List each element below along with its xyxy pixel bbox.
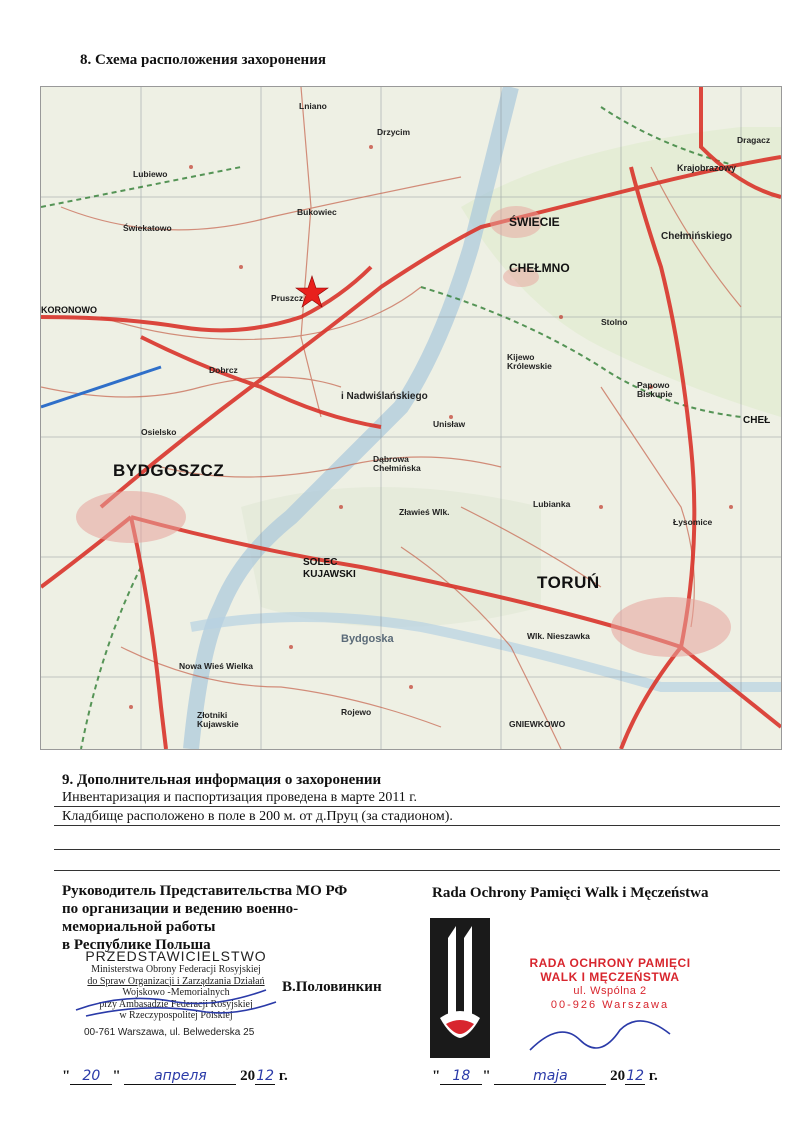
town-label: Papowo Biskupie <box>637 380 673 399</box>
town-label: Bydgoska <box>341 633 394 645</box>
right-date-month: maja <box>494 1068 606 1085</box>
town-label: Krajobrazowy <box>677 163 737 173</box>
town-label: Złotniki Kujawskie <box>197 710 239 729</box>
right-date-year: 12 <box>626 1068 645 1084</box>
right-signatory-title: Rada Ochrony Pamięci Walk i Męczeństwa <box>432 885 709 901</box>
info-line: Инвентаризация и паспортизация проведена в марте 2011 г. <box>54 788 780 807</box>
town-label: Łysomice <box>673 517 713 527</box>
town-label: Nowa Wieś Wielka <box>179 661 254 671</box>
town-label: Pruszcz <box>271 293 304 303</box>
left-signature-scribble <box>66 972 286 1032</box>
section-9-title: 9. Дополнительная информация о захоронении <box>62 772 382 788</box>
left-signatory-name: В.Половинкин <box>282 979 382 995</box>
town-label: Lniano <box>299 101 327 111</box>
rada-emblem-icon <box>430 918 490 1058</box>
town-label: Świekatowo <box>123 223 172 233</box>
city-label-solec-kujawski: SOLEC KUJAWSKI <box>303 557 356 580</box>
town-label: Kijewo Królewskie <box>507 352 552 371</box>
city-label-swiecie: ŚWIECIE <box>509 215 560 229</box>
city-label-bydgoszcz: BYDGOSZCZ <box>113 461 225 480</box>
additional-info-lines <box>54 788 780 871</box>
city-label-chelmza: CHEŁ <box>743 415 771 426</box>
city-label-torun: TORUŃ <box>537 573 600 592</box>
city-label-koronowo: KORONOWO <box>41 305 97 315</box>
town-label: GNIEWKOWO <box>509 719 566 729</box>
right-date: " 18 " maja 2012 г. <box>432 1068 658 1084</box>
town-label: Lubianka <box>533 499 571 509</box>
representation-stamp: PRZEDSTAWICIELSTWO Ministerstwa Obrony Federacji Rosyjskiej do Spraw Organizacji i Zarządzania Działań Wojskowo -Memorialnych przy Ambasadzie Federacji Rosyjskiej w Rzeczypospolitej Polskiej 00-761 Warszawa, ul. Belwederska 25 <box>84 948 267 1038</box>
info-line: Кладбище расположено в поле в 200 м. от д.Пруц (за стадионом). <box>54 807 780 826</box>
town-label: Bukowiec <box>297 207 337 217</box>
town-label: Drzycim <box>377 127 411 137</box>
burial-location-map <box>40 86 782 750</box>
town-label: i Nadwiślańskiego <box>341 391 428 402</box>
town-label: Wlk. Nieszawka <box>527 631 590 641</box>
right-signature-scribble <box>520 1010 680 1070</box>
town-label: Lubiewo <box>133 169 168 179</box>
city-label-chelmno: CHEŁMNO <box>509 261 570 275</box>
left-signatory-title: Руководитель Представительства МО РФ по организации и ведению военно- мемориальной работы в Республике Польша <box>62 883 348 953</box>
info-line <box>54 850 780 871</box>
town-label: Stolno <box>601 317 628 327</box>
town-label: Zławieś Wlk. <box>399 507 450 517</box>
left-date-day: 20 <box>70 1068 112 1085</box>
section-8-title: 8. Схема расположения захоронения <box>80 52 326 68</box>
town-label: Dobrcz <box>209 365 238 375</box>
info-line <box>54 826 780 850</box>
town-label: Rojewo <box>341 707 372 717</box>
town-label: Unisław <box>433 419 466 429</box>
right-date-day: 18 <box>440 1068 482 1085</box>
left-date-month: апреля <box>124 1068 236 1085</box>
town-label: Osielsko <box>141 427 177 437</box>
map-graphics <box>41 87 781 749</box>
left-date-year: 12 <box>256 1068 275 1084</box>
town-label: Dąbrowa Chełmińska <box>373 454 421 473</box>
left-date: " 20 " апреля 2012 г. <box>62 1068 288 1084</box>
rada-stamp: RADA OCHRONY PAMIĘCI WALK I MĘCZEŃSTWA ul. Wspólna 2 00-926 Warszawa <box>529 956 691 1011</box>
town-label: Chełmińskiego <box>661 231 733 242</box>
town-label: Dragacz <box>737 135 771 145</box>
